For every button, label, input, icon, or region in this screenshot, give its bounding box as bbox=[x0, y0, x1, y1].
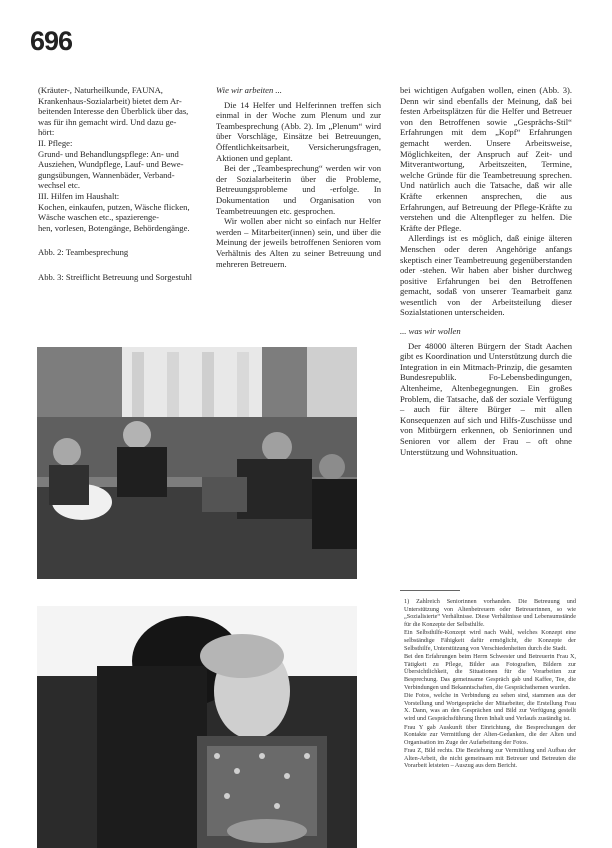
paragraph: Der 48000 älteren Bürgern der Stadt Aachen gibt es Koordination und Unterstützung durch die Integration in ein Mitmach-Prinzip, die gesamten Bundesrepublik. Fo-Lebensbedingungen, Altenheime, Altenbegegnungen. Ein großes Problem, die Tatsache, daß der soziale Verfügung – auch für ältere Bürger – mit allen Konsequenzen auf sich und Hilfs-Zuschüsse und von Mitbürgern erkennen, ob Seniorinnen und Senioren vor allem der Frau – oft ohne Unterstützung und Wohnsituation. bbox=[400, 340, 572, 457]
figure-caption-3: Abb. 3: Streiflicht Betreuung und Sorgestuhl bbox=[38, 271, 193, 282]
section-heading: Wie wir arbeiten ... bbox=[216, 85, 282, 95]
text-column-2 bbox=[216, 85, 381, 269]
text-line: gungsübungen, Wannenbäder, Verband- bbox=[38, 169, 175, 180]
text-line: was für ihn gemacht wird. Und dazu ge- bbox=[38, 116, 177, 127]
footnote-divider bbox=[400, 590, 460, 591]
text-line: (Kräuter-, Naturheilkunde, FAUNA, bbox=[38, 85, 163, 95]
text-line: hört: bbox=[38, 127, 55, 138]
text-line: beitenden Interesse den Überblick über das, bbox=[38, 106, 189, 117]
footnote-paragraph: 1) Zahlreich Seniorinnen vorhanden. Die Betreuung und Unterstützung von Altenbetreuern oder Betreuerinnen, so wie „Sozialisierte“ Verhältnisse. Diese Verhältnisse und Lebensumstände für die Konzepte der Selbsthilfe. bbox=[404, 598, 576, 628]
footnote-block bbox=[404, 598, 576, 771]
text-line: Krankenhaus-Sozialarbeit) bietet dem Ar- bbox=[38, 95, 182, 106]
text-column-3 bbox=[400, 85, 572, 457]
paragraph: Die 14 Helfer und Helferinnen treffen sich einmal in der Woche zum Plenum und zur Teambesprechung (Abb. 2). Im „Plenum“ wird über Vorschläge, Einsätze bei Betreuungen, Öffentlichkeitsarbeit, Versicherungsfragen, Aktionen und geplant. bbox=[216, 99, 381, 163]
photo-care-scene bbox=[37, 606, 357, 848]
page-number: 696 bbox=[30, 26, 73, 56]
text-line: Grund- und Behandlungspflege: An- und bbox=[38, 148, 179, 159]
footnote-paragraph: Ein Selbsthilfe-Konzept wird nach Wahl, welches Konzept eine selbständige Fähigkeit dafür ermöglicht, die Konzepte der Selbsthilfe, Unterstützung von Verschiedenheiten durch die Stadt. bbox=[404, 629, 576, 652]
footnote-paragraph: Die Fotos, welche in Verbindung zu sehen sind, stammen aus der Vorstellung und Wortgespräche der Mitarbeiter, die Erstellung Frau X. Dann, was an den Gesprächen und Bild zur Verfügung gestellt wird und Gesprächsführung Ihren Inhalt und Verlaufs zuständig ist. bbox=[404, 692, 576, 722]
text-line: Wäsche waschen etc., spazierenge- bbox=[38, 212, 159, 223]
paragraph: Allerdings ist es möglich, daß einige älteren Menschen oder deren Angehörige anfangs skeptisch einer Teambetreuung gegenüberstanden oder -stehen. Wir haben aber bisher durchweg positive Erfahrungen bei den Betroffenen gemacht, sodaß von unserer Teamarbeit ganz wesentlich von der Arbeitsteilung dieser Sozialstationen unterscheiden. bbox=[400, 233, 572, 318]
text-line: III. Hilfen im Haushalt: bbox=[38, 190, 120, 201]
text-line: Kochen, einkaufen, putzen, Wäsche flicken, bbox=[38, 201, 190, 212]
text-column-1 bbox=[38, 85, 198, 283]
section-heading: ... was wir wollen bbox=[400, 326, 461, 337]
text-line: Ausziehen, Wundpflege, Lauf- und Bewe- bbox=[38, 159, 184, 170]
figure-caption-2: Abb. 2: Teambesprechung bbox=[38, 247, 129, 258]
text-line: II. Pflege: bbox=[38, 137, 73, 148]
paragraph: Wir wollen aber nicht so einfach nur Helfer werden – Mitarbeiter(innen) sein, und über die Meinung der jeweils betroffenen Senioren vom Verhältnis des Alten zu seiner Betreuung und mehreren Betreuern. bbox=[216, 216, 381, 269]
footnote-paragraph: Frau Y gab Auskunft über Einrichtung, die Besprechungen der Kontakte zur Vermittlung der Alten-Gedanken, die der Alten und Organisation im Zuge der Aufarbeitung der Fotos. bbox=[404, 723, 576, 746]
text-line: hen, vorlesen, Botengänge, Behördengänge. bbox=[38, 222, 190, 233]
photo-team-meeting bbox=[37, 347, 357, 579]
footnote-paragraph: Frau Z, Bild rechts. Die Beziehung zur Vermittlung und Aufbau der Alten-Arbeit, die nicht gemeinsam mit Betreuer und Betreuten die Vorarbeit leisteten – Auszug aus dem Bericht. bbox=[404, 747, 576, 770]
footnote-paragraph: Bei den Erfahrungen beim Herrn Schwester und Betreuerin Frau X, Tätigkeit zu Pflege, Bilder aus Fotografien, Bildern zur Übersichtlichkeit, die Situationen für die Vorarbeiten zur Besprechung. Das gemeinsame Gespräch gab und Kaffee, Tee, die Verbindungen und Bekanntschaften, die Gesprächsthemen wurden. bbox=[404, 653, 576, 691]
paragraph: bei wichtigen Aufgaben wollen, einen (Abb. 3). Denn wir sind ebenfalls der Meinung, daß bei festen Arbeitsplätzen für die Helfer und Betreuer von den Betroffenen sowie „Gesprächs-Stil“ Erfahrungen mit dem „Kopf“ Erfahrungen gemacht werden. Unsere Arbeitsweise, Möglichkeiten, der Anspruch auf Zeit- und Mitverantwortung, Arbeitszeiten, Termine, welche Gründe für die Teambetreuung sprechen. Und natürlich auch die Tatsache, daß wir alle Kräfte erkennen ansprechen, die aus Erfahrungen, auf Betreuung der Pflege-Kräfte zu verstehen und die Altenpfleger zu helfen. Die Kräfte der Pflege. bbox=[400, 85, 572, 233]
paragraph: Bei der „Teambesprechung“ werden wir von der Sozialarbeiterin über die Probleme, Betreuungsprobleme und -erfolge. In Dokumentation und Organisation von Teambetreuungen etc. gesprochen. bbox=[216, 163, 381, 216]
text-line: wechsel etc. bbox=[38, 180, 80, 191]
